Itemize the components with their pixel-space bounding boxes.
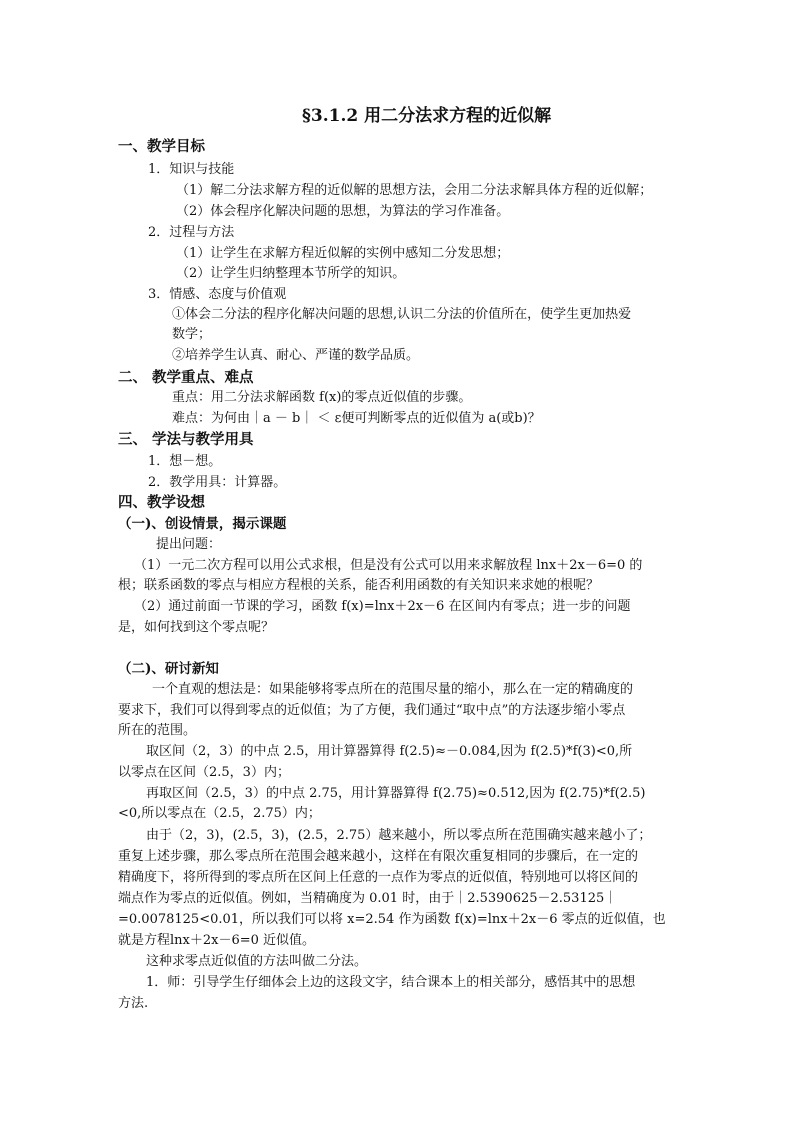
list-item: 1．知识与技能 — [148, 162, 235, 177]
difficult-point: 难点：为何由｜a － b｜ ＜ ε便可判断零点的近似值为 a(或b)？ — [172, 411, 541, 426]
paragraph-line: 根；联系函数的零点与相应方程根的关系，能否利用函数的有关知识来求她的根呢？ — [118, 578, 600, 593]
section-heading-keypoints: 二、 教学重点、难点 — [118, 369, 254, 386]
paragraph-line: 是，如何找到这个零点呢？ — [118, 620, 275, 635]
paragraph-line: 方法. — [118, 996, 149, 1011]
list-item: ②培养学生认真、耐心、严谨的数学品质。 — [172, 348, 420, 363]
paragraph-line: 取区间（2，3）的中点 2.5，用计算器算得 f(2.5)≈－0.084,因为 f(2.5)*f(3)<0,所 — [146, 744, 633, 759]
list-item: （2）让学生归纳整理本节所学的知识。 — [176, 266, 406, 281]
paragraph-line: <0,所以零点在（2.5，2.75）内； — [118, 806, 321, 821]
key-point: 重点：用二分法求解函数 f(x)的零点近似值的步骤。 — [172, 390, 472, 405]
page-title: §3.1.2 用二分法求方程的近似解 — [302, 106, 552, 126]
paragraph-line: （1）一元二次方程可以用公式求根，但是没有公式可以用来求解放程 lnx＋2x－6=0 的 — [134, 558, 643, 573]
paragraph-line: 要求下，我们可以得到零点的近似值；为了方便，我们通过“取中点”的方法逐步缩小零点 — [118, 703, 626, 718]
paragraph-line: 重复上述步骤，那么零点所在范围会越来越小，这样在有限次重复相同的步骤后，在一定的 — [118, 849, 639, 864]
list-item: （1）让学生在求解方程近似解的实例中感知二分发思想； — [176, 246, 510, 261]
paragraph-line: 端点作为零点的近似值。例如，当精确度为 0.01 时，由于｜2.5390625－2.53125｜ — [118, 891, 618, 906]
paragraph-line: （2）通过前面一节课的学习，函数 f(x)=lnx＋2x－6 在区间内有零点；进一步的问题 — [134, 599, 631, 614]
list-item: 1．想－想。 — [148, 454, 222, 469]
paragraph-line: =0.0078125<0.01，所以我们可以将 x=2.54 作为函数 f(x)=lnx＋2x－6 零点的近似值，也 — [118, 912, 666, 927]
subsection-heading: （二)、研讨新知 — [118, 661, 219, 677]
list-item: ①体会二分法的程序化解决问题的思想,认识二分法的价值所在，使学生更加热爱 — [172, 307, 632, 322]
paragraph-line: 1．师：引导学生仔细体会上边的这段文字，结合课本上的相关部分，感悟其中的思想 — [146, 975, 636, 990]
list-item: 3．情感、态度与价值观 — [148, 287, 287, 302]
paragraph-line: 所在的范围。 — [118, 723, 197, 738]
paragraph-line: 以零点在区间（2.5，3）内； — [118, 765, 290, 780]
paragraph-line: 这种求零点近似值的方法叫做二分法。 — [146, 954, 368, 969]
paragraph-line: 提出问题： — [156, 537, 222, 552]
paragraph-line: 一个直观的想法是：如果能够将零点所在的范围尽量的缩小，那么在一定的精确度的 — [152, 682, 634, 697]
section-heading-design: 四、教学设想 — [118, 494, 205, 511]
section-heading-goals: 一、教学目标 — [118, 138, 205, 155]
list-item: （2）体会程序化解决问题的思想，为算法的学习作准备。 — [176, 204, 510, 219]
paragraph-line: 由于（2，3)，(2.5，3)，(2.5，2.75）越来越小，所以零点所在范围确实越来越小了； — [146, 828, 652, 843]
list-item: 2．过程与方法 — [148, 225, 235, 240]
paragraph-line: 就是方程lnx＋2x－6=0 近似值。 — [118, 933, 316, 948]
section-heading-methods: 三、 学法与教学用具 — [118, 431, 254, 448]
list-item: 2．教学用具：计算器。 — [148, 475, 287, 490]
paragraph-line: 精确度下，将所得到的零点所在区间上任意的一点作为零点的近似值，特别地可以将区间的 — [118, 870, 639, 885]
list-item: 数学； — [172, 327, 212, 342]
list-item: （1）解二分法求解方程的近似解的思想方法，会用二分法求解具体方程的近似解； — [176, 183, 653, 198]
paragraph-line: 再取区间（2.5，3）的中点 2.75，用计算器算得 f(2.75)≈0.512,因为 f(2.75)*f(2.5) — [146, 786, 646, 801]
subsection-heading: （一)、创设情景，揭示课题 — [118, 516, 287, 532]
